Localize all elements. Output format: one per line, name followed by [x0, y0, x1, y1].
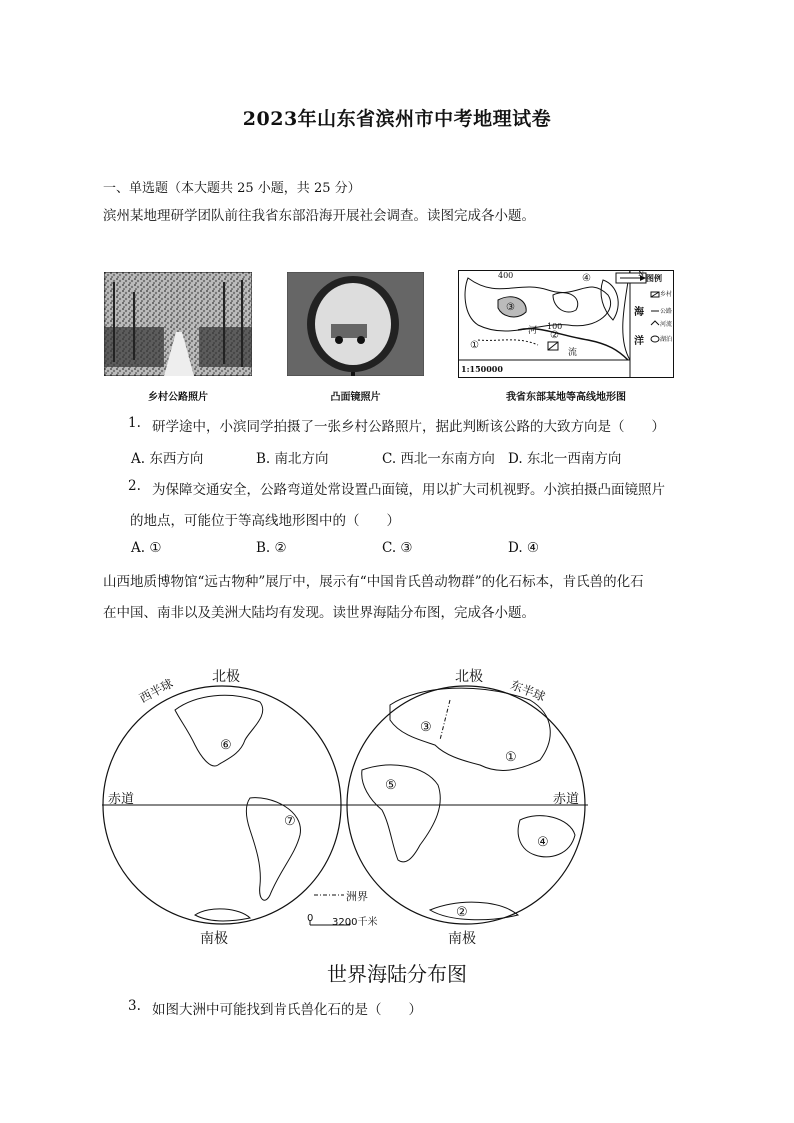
world-map-caption: 世界海陆分布图 — [327, 962, 467, 986]
photo2-caption: 凸面镜照片 — [330, 392, 381, 403]
legend-title: 图例 — [646, 273, 662, 283]
q1-number: 1. — [128, 415, 141, 431]
q1-option-c[interactable]: C. 西北一东南方向 — [382, 451, 495, 467]
rural-road-photo — [104, 272, 252, 376]
convex-mirror-photo — [287, 272, 424, 376]
sea-label-1: 海 — [634, 307, 644, 318]
contour-map — [458, 270, 674, 378]
west-equator-label: 赤道 — [108, 792, 135, 807]
continent-marker-7: ⑦ — [284, 814, 296, 829]
q2-number: 2. — [128, 478, 141, 494]
legend-reservoir: 湖泊 — [660, 336, 673, 343]
legend-road: 公路 — [660, 308, 673, 315]
sea-label-2: 洋 — [634, 336, 644, 347]
continent-marker-4: ④ — [537, 835, 549, 850]
q1-option-b[interactable]: B. 南北方向 — [256, 451, 329, 467]
river-label-1: 河 — [528, 326, 538, 336]
intro-paragraph-2-line2: 在中国、南非以及美洲大陆均有发现。读世界海陆分布图，完成各小题。 — [103, 605, 535, 621]
continent-marker-3: ③ — [420, 720, 432, 735]
q1-option-d[interactable]: D. 东北一西南方向 — [508, 451, 622, 467]
contour-100-label: 100 — [547, 322, 563, 331]
q2-text-line1: 为保障交通安全，公路弯道处常设置凸面镜，用以扩大司机视野。小滨拍摄凸面镜照片 — [152, 482, 665, 498]
section-heading: 一、单选题（本大题共 25 小题，共 25 分） — [103, 181, 361, 196]
page-title: 2023年山东省滨州市中考地理试卷 — [242, 108, 552, 130]
scale-distance: 3200千米 — [332, 917, 378, 928]
intro-paragraph-1: 滨州某地理研学团队前往我省东部沿海开展社会调查。读图完成各小题。 — [103, 208, 535, 224]
eastern-hemisphere-label: 东半球 — [508, 677, 548, 705]
marker-4: ④ — [582, 273, 591, 284]
west-north-pole-label: 北极 — [212, 669, 240, 685]
north-arrow-label: N — [638, 270, 645, 278]
world-map — [100, 660, 600, 950]
q2-text-line2: 的地点，可能位于等高线地形图中的（ ） — [130, 513, 400, 529]
continent-marker-1: ① — [505, 750, 517, 765]
legend-village: 乡村 — [660, 291, 673, 298]
east-north-pole-label: 北极 — [455, 669, 483, 685]
western-hemisphere-label: 西半球 — [137, 676, 176, 706]
photo1-caption: 乡村公路照片 — [148, 392, 208, 403]
continent-marker-5: ⑤ — [385, 778, 397, 793]
legend-river: 河流 — [660, 321, 673, 328]
q2-option-b[interactable]: B. ② — [256, 540, 287, 556]
continent-marker-2: ② — [456, 905, 468, 920]
continent-marker-6: ⑥ — [220, 738, 232, 753]
marker-1: ① — [470, 340, 479, 351]
west-south-pole-label: 南极 — [200, 931, 228, 947]
east-equator-label: 赤道 — [553, 792, 580, 807]
q1-option-a[interactable]: A. 东西方向 — [131, 451, 204, 467]
scale-zero: 0 — [307, 913, 314, 924]
marker-2: ② — [550, 330, 559, 341]
marker-3: ③ — [506, 302, 515, 313]
legend-boundary-label: 洲界 — [346, 890, 368, 903]
intro-paragraph-2-line1: 山西地质博物馆“远古物种”展厅中，展示有“中国肯氏兽动物群”的化石标本，肯氏兽的化石 — [103, 574, 644, 590]
map-scale: 1:150000 — [461, 364, 503, 374]
q2-option-c[interactable]: C. ③ — [382, 540, 413, 556]
contour-400-label: 400 — [498, 271, 514, 280]
q2-option-a[interactable]: A. ① — [131, 540, 162, 556]
map-caption: 我省东部某地等高线地形图 — [506, 392, 626, 403]
q3-number: 3. — [128, 998, 141, 1014]
east-south-pole-label: 南极 — [448, 931, 476, 947]
q2-option-d[interactable]: D. ④ — [508, 540, 540, 556]
q3-text: 如图大洲中可能找到肯氏兽化石的是（ ） — [152, 1002, 422, 1018]
q1-text: 研学途中，小滨同学拍摄了一张乡村公路照片，据此判断该公路的大致方向是（ ） — [152, 419, 665, 435]
river-label-2: 流 — [568, 348, 578, 358]
